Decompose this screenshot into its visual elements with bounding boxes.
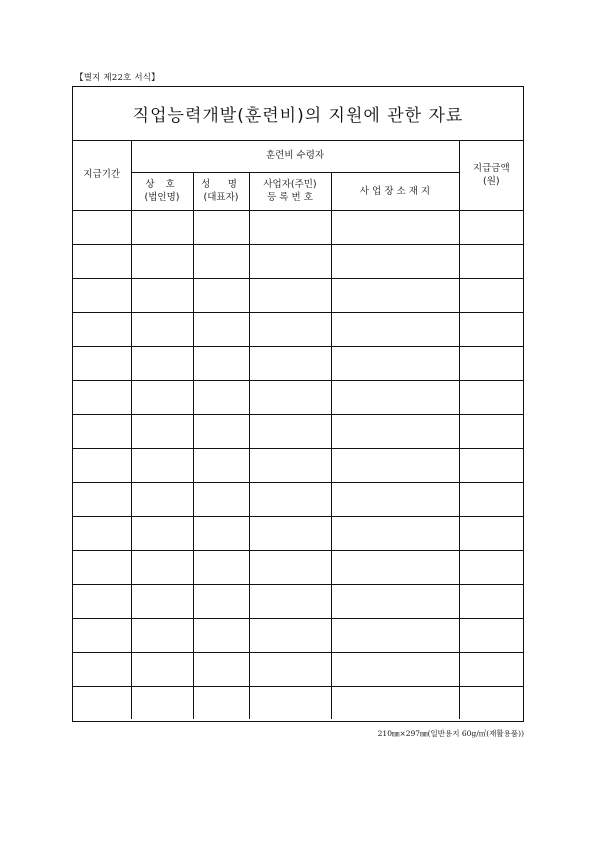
table-row	[73, 414, 523, 448]
cell-reg-number[interactable]	[249, 652, 331, 686]
cell-amount[interactable]	[459, 346, 523, 380]
table-row	[73, 584, 523, 618]
cell-address[interactable]	[331, 244, 459, 278]
cell-reg-number[interactable]	[249, 550, 331, 584]
cell-person-name[interactable]	[193, 686, 249, 719]
cell-amount[interactable]	[459, 652, 523, 686]
cell-reg-number[interactable]	[249, 278, 331, 312]
cell-person-name[interactable]	[193, 312, 249, 346]
cell-person-name[interactable]	[193, 414, 249, 448]
table-row	[73, 346, 523, 380]
table-row	[73, 244, 523, 278]
cell-address[interactable]	[331, 584, 459, 618]
table-row	[73, 210, 523, 244]
cell-person-name[interactable]	[193, 652, 249, 686]
cell-reg-number[interactable]	[249, 448, 331, 482]
cell-payment-period[interactable]	[73, 686, 131, 719]
header-amount-unit: (원)	[482, 175, 500, 187]
header-person-name	[193, 172, 249, 210]
cell-company-name[interactable]	[131, 618, 193, 652]
table-row	[73, 278, 523, 312]
cell-payment-period[interactable]	[73, 618, 131, 652]
cell-company-name[interactable]	[131, 278, 193, 312]
cell-reg-number[interactable]	[249, 482, 331, 516]
cell-company-name[interactable]	[131, 414, 193, 448]
cell-address[interactable]	[331, 482, 459, 516]
cell-amount[interactable]	[459, 448, 523, 482]
header-reg-number	[249, 172, 331, 210]
form-frame	[72, 86, 524, 722]
cell-reg-number[interactable]	[249, 584, 331, 618]
table-row	[73, 312, 523, 346]
cell-person-name[interactable]	[193, 210, 249, 244]
table-row	[73, 618, 523, 652]
header-company-name	[131, 172, 193, 210]
table-row	[73, 550, 523, 584]
cell-reg-number[interactable]	[249, 210, 331, 244]
cell-company-name[interactable]	[131, 686, 193, 719]
cell-amount[interactable]	[459, 686, 523, 719]
cell-person-name[interactable]	[193, 380, 249, 414]
cell-reg-number[interactable]	[249, 380, 331, 414]
cell-amount[interactable]	[459, 414, 523, 448]
title-box	[73, 87, 523, 141]
paper-spec-footer: 210㎜×297㎜(일반용지 60g/㎡(재활용품))	[377, 729, 524, 738]
cell-person-name[interactable]	[193, 482, 249, 516]
table-row	[73, 482, 523, 516]
cell-reg-number[interactable]	[249, 312, 331, 346]
table-row	[73, 516, 523, 550]
cell-person-name[interactable]	[193, 448, 249, 482]
table-row	[73, 448, 523, 482]
cell-person-name[interactable]	[193, 278, 249, 312]
cell-payment-period[interactable]	[73, 448, 131, 482]
cell-person-name[interactable]	[193, 584, 249, 618]
cell-amount[interactable]	[459, 244, 523, 278]
cell-address[interactable]	[331, 652, 459, 686]
cell-payment-period[interactable]	[73, 584, 131, 618]
cell-payment-period[interactable]	[73, 210, 131, 244]
header-reg-number-sub: 등 록 번 호	[267, 192, 313, 203]
cell-company-name[interactable]	[131, 482, 193, 516]
cell-payment-period[interactable]	[73, 346, 131, 380]
header-address	[331, 172, 459, 210]
cell-payment-period[interactable]	[73, 652, 131, 686]
header-amount	[459, 140, 523, 210]
cell-payment-period[interactable]	[73, 482, 131, 516]
cell-company-name[interactable]	[131, 244, 193, 278]
cell-company-name[interactable]	[131, 550, 193, 584]
table-body	[73, 210, 523, 719]
cell-reg-number[interactable]	[249, 244, 331, 278]
cell-address[interactable]	[331, 618, 459, 652]
cell-address[interactable]	[331, 516, 459, 550]
cell-amount[interactable]	[459, 278, 523, 312]
cell-company-name[interactable]	[131, 380, 193, 414]
cell-person-name[interactable]	[193, 516, 249, 550]
cell-address[interactable]	[331, 686, 459, 719]
cell-amount[interactable]	[459, 550, 523, 584]
header-recipient-group: 훈련비 수령자	[131, 140, 459, 172]
cell-amount[interactable]	[459, 516, 523, 550]
cell-address[interactable]	[331, 414, 459, 448]
cell-company-name[interactable]	[131, 312, 193, 346]
cell-payment-period[interactable]	[73, 278, 131, 312]
cell-payment-period[interactable]	[73, 414, 131, 448]
page-title: 직업능력개발(훈련비)의 지원에 관한 자료	[132, 106, 464, 126]
data-table	[73, 140, 523, 719]
form-number-label: 【별지 제22호 서식】	[75, 73, 160, 83]
header-person-name-label: 성 명	[201, 179, 241, 190]
cell-address[interactable]	[331, 346, 459, 380]
cell-amount[interactable]	[459, 380, 523, 414]
cell-reg-number[interactable]	[249, 346, 331, 380]
cell-amount[interactable]	[459, 584, 523, 618]
cell-amount[interactable]	[459, 210, 523, 244]
cell-amount[interactable]	[459, 618, 523, 652]
header-payment-period: 지급기간	[73, 140, 131, 210]
header-address-label: 사 업 장 소 재 지	[359, 185, 431, 197]
cell-reg-number[interactable]	[249, 686, 331, 719]
cell-address[interactable]	[331, 550, 459, 584]
table-row	[73, 380, 523, 414]
cell-reg-number[interactable]	[249, 516, 331, 550]
cell-address[interactable]	[331, 210, 459, 244]
header-company-name-sub: (법인명)	[144, 192, 180, 203]
cell-address[interactable]	[331, 278, 459, 312]
table-row	[73, 686, 523, 719]
cell-address[interactable]	[331, 312, 459, 346]
cell-company-name[interactable]	[131, 516, 193, 550]
cell-company-name[interactable]	[131, 346, 193, 380]
cell-address[interactable]	[331, 380, 459, 414]
cell-payment-period[interactable]	[73, 550, 131, 584]
cell-payment-period[interactable]	[73, 516, 131, 550]
cell-payment-period[interactable]	[73, 244, 131, 278]
cell-reg-number[interactable]	[249, 414, 331, 448]
header-person-name-sub: (대표자)	[203, 192, 239, 203]
cell-amount[interactable]	[459, 312, 523, 346]
cell-address[interactable]	[331, 448, 459, 482]
cell-person-name[interactable]	[193, 550, 249, 584]
cell-payment-period[interactable]	[73, 312, 131, 346]
cell-amount[interactable]	[459, 482, 523, 516]
cell-reg-number[interactable]	[249, 618, 331, 652]
header-company-name-label: 상 호	[145, 179, 179, 190]
table-row	[73, 652, 523, 686]
cell-payment-period[interactable]	[73, 380, 131, 414]
cell-person-name[interactable]	[193, 618, 249, 652]
header-amount-label: 지급금액	[472, 162, 510, 174]
header-reg-number-label: 사업자(주민)	[263, 179, 317, 190]
cell-person-name[interactable]	[193, 244, 249, 278]
cell-company-name[interactable]	[131, 584, 193, 618]
cell-company-name[interactable]	[131, 448, 193, 482]
cell-company-name[interactable]	[131, 652, 193, 686]
cell-person-name[interactable]	[193, 346, 249, 380]
cell-company-name[interactable]	[131, 210, 193, 244]
